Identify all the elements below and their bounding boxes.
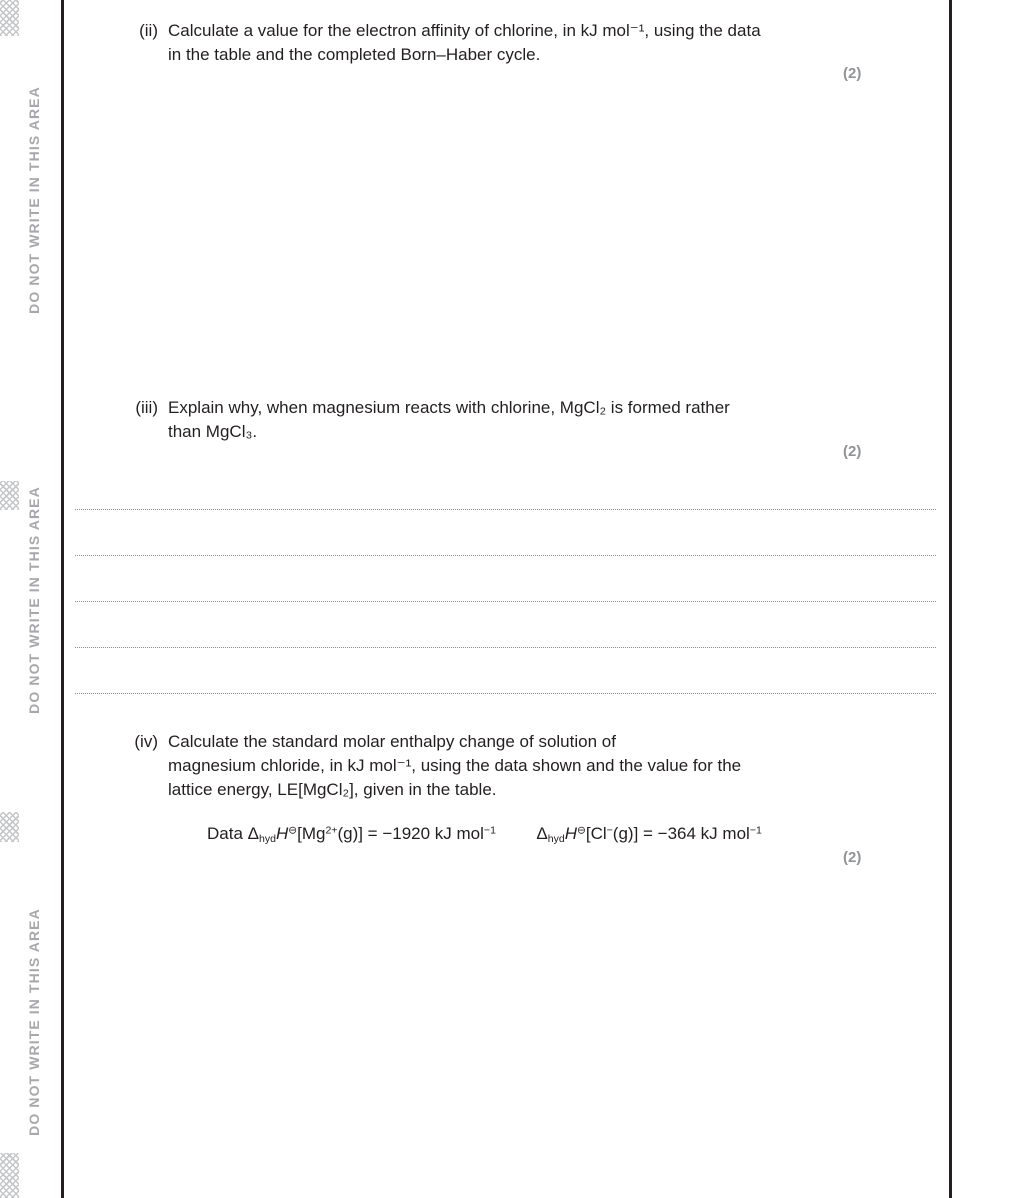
do-not-write-label: DO NOT WRITE IN THIS AREA	[26, 86, 42, 314]
hatch-strip	[0, 812, 19, 842]
answer-line	[75, 509, 936, 510]
data-values-line	[207, 824, 762, 845]
answer-line	[75, 601, 936, 602]
answer-line	[75, 693, 936, 694]
question-iii-line: Explain why, when magnesium reacts with chlorine, MgCl₂ is formed rather	[168, 398, 730, 417]
question-ii-line: in the table and the completed Born–Haber cycle.	[168, 45, 541, 64]
marks-badge: (2)	[843, 849, 862, 866]
question-iv-line: lattice energy, LE[MgCl₂], given in the table.	[168, 780, 497, 799]
question-iii-label: (iii)	[135, 398, 158, 417]
hatch-strip	[0, 0, 19, 36]
answer-line	[75, 555, 936, 556]
do-not-write-label: DO NOT WRITE IN THIS AREA	[26, 908, 42, 1136]
hydration-enthalpy-mg: Data $\Delta_{hyd}H^⊖[Mg^{2+}(g)] = -1920$ kJ mol$^{-1}$	[207, 824, 496, 846]
question-ii-label: (ii)	[139, 21, 158, 40]
left-border-rule	[61, 0, 64, 1198]
marks-badge: (2)	[843, 65, 862, 82]
question-ii-line: Calculate a value for the electron affinity of chlorine, in kJ mol⁻¹, using the data	[168, 21, 761, 40]
answer-line	[75, 647, 936, 648]
hydration-enthalpy-cl: $\Delta_{hyd}H^⊖[Cl^-(g)] = -364$ kJ mol$^{-1}$	[536, 824, 762, 846]
right-border-rule	[949, 0, 952, 1198]
question-iv-label: (iv)	[134, 732, 158, 751]
do-not-write-label: DO NOT WRITE IN THIS AREA	[26, 486, 42, 714]
question-iv-line: magnesium chloride, in kJ mol⁻¹, using the data shown and the value for the	[168, 756, 742, 775]
question-iv-line: Calculate the standard molar enthalpy change of solution of	[168, 732, 616, 751]
marks-badge: (2)	[843, 443, 862, 460]
hatch-strip	[0, 481, 19, 510]
hatch-strip	[0, 1153, 19, 1198]
question-iii-line: than MgCl₃.	[168, 422, 258, 441]
